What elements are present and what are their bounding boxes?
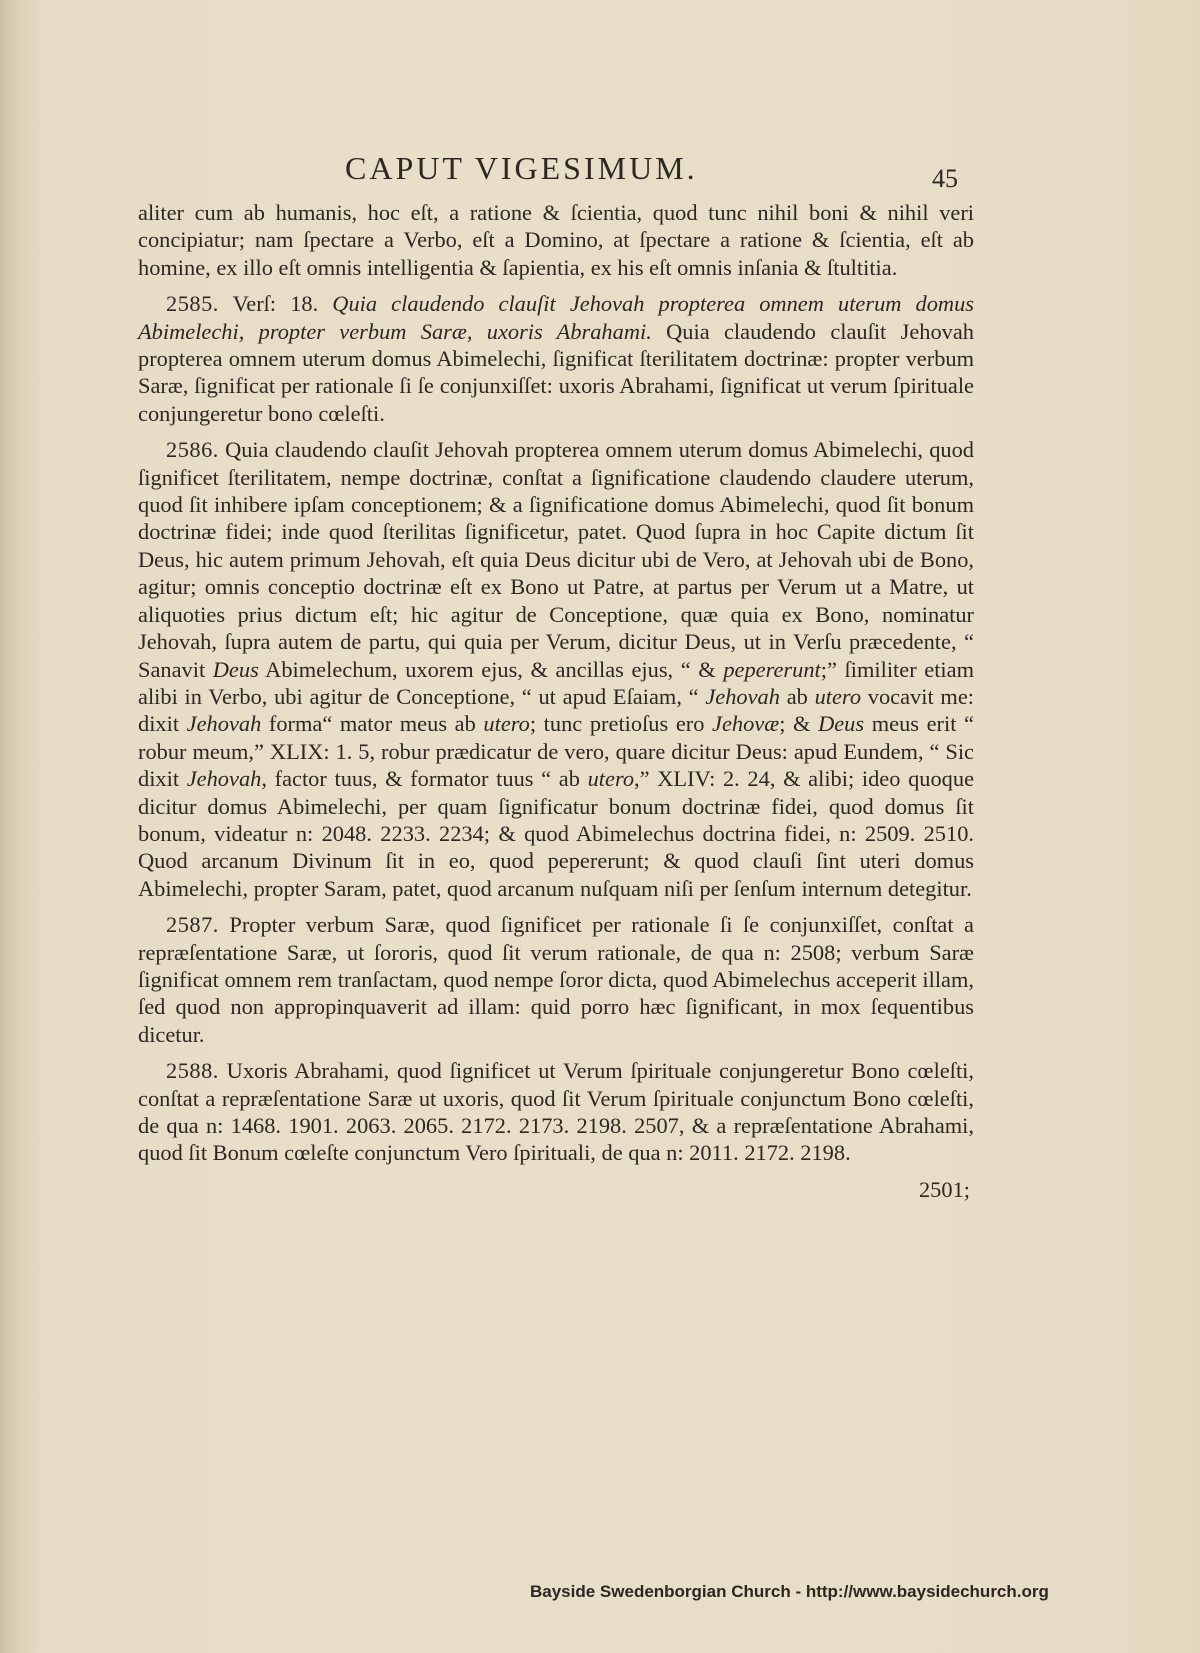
running-title: CAPUT VIGESIMUM. [345, 150, 698, 186]
text-segment: Verſ: 18. [218, 291, 333, 317]
text-segment: Quia claudendo clauſit Jehovah propterea omnem uterum domus Abimelechi, ſignificat ſterilitatem doctrinæ: propter verbum Saræ, ſignificat per rationale ſi ſe conjunxiſſet: uxoris Abrahami, ſignificat ut verum ſpirituale conjungeretur bono cœleſti. [138, 318, 974, 426]
text-segment: aliter cum ab humanis, hoc eſt, a ratione & ſcientia, quod tunc nihil boni & nihil veri concipiatur; nam ſpectare a Verbo, eſt a Domino, at ſpectare a ratione & ſcientia, eſt ab homine, ex illo eſt omnis intelligentia & ſapientia, ex his eſt omnis inſania & ſtultitia. [138, 200, 974, 280]
text-segment-italic: Deus [818, 711, 865, 737]
page-number: 45 [932, 164, 958, 193]
catchword: 2501; [918, 1176, 970, 1202]
paragraph-number: 2585. [166, 291, 219, 317]
text-segment-italic: utero [483, 711, 530, 737]
paragraph-number: 2586. [166, 437, 219, 463]
text-segment-italic: Quia claudendo clauſit Jehovah propterea omnem uterum domus Abimelechi, propter verbum Saræ, uxoris Abrahami. [138, 291, 974, 344]
footer-credit: Bayside Swedenborgian Church - http://www.baysidechurch.org [530, 1582, 1049, 1601]
paragraph-number: 2587. [166, 912, 219, 938]
text-segment: ; tunc pretioſus ero [529, 711, 713, 737]
text-segment-italic: pepererunt [723, 656, 821, 682]
text-segment-italic: Jehovah [186, 711, 262, 737]
text-segment: ;” ſimiliter etiam alibi in Verbo, ubi agitur de Conceptione, “ ut apud Eſaiam, “ [138, 656, 974, 709]
text-segment: meus erit “ robur meum,” XLIX: 1. 5, robur prædicatur de vero, quare dicitur Deus: apud Eundem, “ Sic dixit [138, 711, 974, 792]
text-segment-italic: Jehovah [705, 683, 780, 709]
text-segment: ; & [779, 711, 819, 737]
body-text [138, 199, 974, 1203]
text-segment: vocavit me: dixit [138, 683, 974, 737]
text-segment-italic: utero [587, 766, 635, 792]
text-segment: , factor tuus, & formator tuus “ ab [261, 766, 588, 792]
text-segment-italic: utero [814, 683, 862, 709]
text-segment-italic: Deus [212, 656, 259, 682]
paragraph-2585 [138, 290, 974, 427]
text-segment: Uxoris Abrahami, quod ſignificet ut Verum ſpirituale conjungeretur Bono cœleſti, conſtat a repræſentatione Saræ ut uxoris, quod ſit Verum ſpirituale conjunctum Bono cœleſti, de qua n: 1468. 1901. 2063. 2065. 2172. 2173. 2198. 2507, & a repræſentatione Abrahami, quod ſit Bonum cœleſte conjunctum Vero ſpirituali, de qua n: 2011. 2172. 2198. [138, 1058, 974, 1166]
text-segment: forma“ mator meus ab [261, 711, 484, 737]
paragraph-2587 [138, 911, 974, 1048]
paragraph-2586 [138, 436, 974, 902]
text-segment: Abimelechum, uxorem ejus, & ancillas ejus, “ & [258, 656, 724, 682]
text-segment-italic: Jehovæ [712, 711, 780, 737]
page-header [0, 150, 1200, 198]
paragraph-2588 [138, 1057, 974, 1167]
text-segment: ab [779, 683, 815, 709]
text-segment: Propter verbum Saræ, quod ſignificet per rationale ſi ſe conjunxiſſet, conſtat a repræſentatione Saræ, ut ſororis, quod ſit verum rationale, de qua n: 2508; verbum Saræ ſignificat omnem rem tranſactam, quod nempe ſoror dicta, quod Abimelechus acceperit illam, ſed quod non appropinquaverit ad illam: quid porro hæc ſignificant, in mox ſequentibus dicetur. [138, 912, 974, 1047]
paragraph-number: 2588. [166, 1058, 219, 1084]
text-segment: Quia claudendo clauſit Jehovah propterea omnem uterum domus Abimelechi, quod ſignificet ſterilitatem, nempe doctrinæ, conſtat a ſignificatione claudendo claudere uterum, quod ſit inhibere ipſam conceptionem; & a ſignificatione domus Abimelechi, quod ſit bonum doctrinæ fidei; inde quod ſterilitas ſignificetur, patet. Quod ſupra in hoc Capite dictum ſit Deus, hic autem primum Jehovah, eſt quia Deus dicitur ubi de Vero, at Jehovah ubi de Bono, agitur; omnis conceptio doctrinæ eſt ex Bono ut Patre, at partus per Verum ut a Matre, ut aliquoties prius dictum eſt; hic agitur de Conceptione, quæ quia ex Bono, nominatur Jehovah, ſupra autem de partu, qui quia per Verum, dicitur Deus, ut in Verſu præcedente, “ Sanavit [138, 437, 974, 682]
text-segment-italic: Jehovah [186, 766, 262, 792]
text-segment: ,” XLIV: 2. 24, & alibi; ideo quoque dicitur domus Abimelechi, per quam ſignificatur bonum doctrinæ fidei, quod domus ſit bonum, videatur n: 2048. 2233. 2234; & quod Abimelechus doctrina fidei, n: 2509. 2510. Quod arcanum Divinum ſit in eo, quod pepererunt; & quod clauſi ſint uteri domus Abimelechi, propter Saram, patet, quod arcanum nuſquam niſi per ſenſum internum detegitur. [138, 766, 975, 901]
paragraph-continuation [138, 199, 974, 281]
